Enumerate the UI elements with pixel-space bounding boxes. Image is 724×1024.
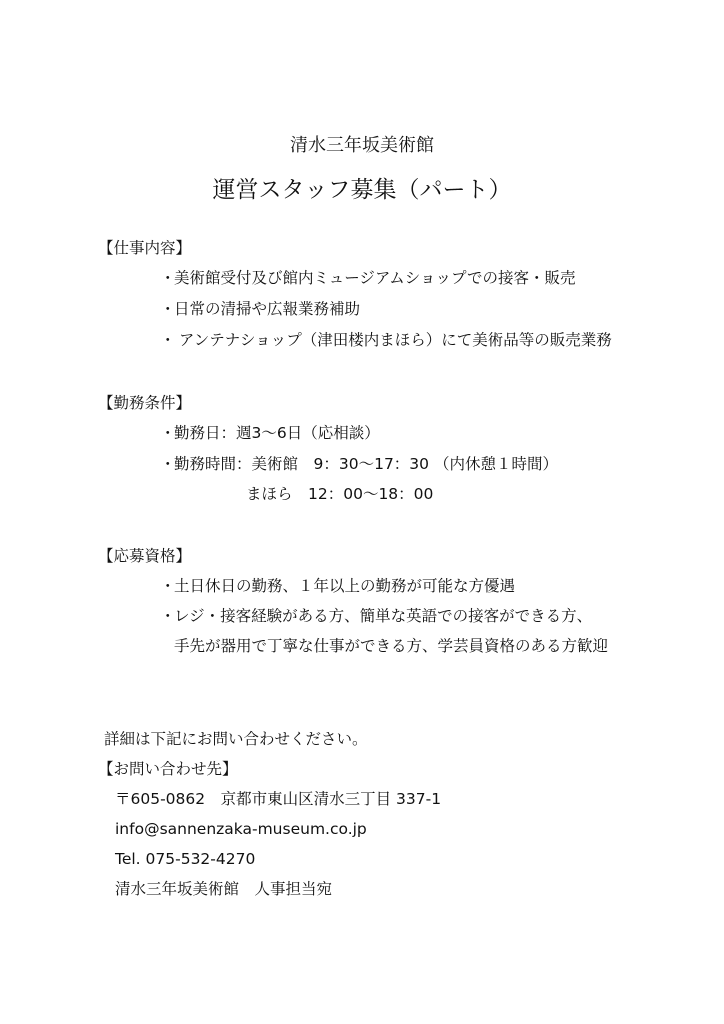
list-item-text: アンテナショップ（津田楼内まほら）にて美術品等の販売業務 [174, 331, 612, 349]
contact-email: info@sannenzaka-museum.co.jp [115, 820, 367, 838]
bullet-mark: ・ [160, 607, 176, 625]
list-item [160, 330, 612, 350]
museum-name: 清水三年坂美術館 [290, 135, 434, 156]
list-item-text: 美術館受付及び館内ミュージアムショップでの接客・販売 [174, 269, 576, 287]
bullet-mark: ・ [160, 269, 176, 287]
list-item-text: レジ・接客経験がある方、簡単な英語での接客ができる方、 [174, 607, 593, 625]
list-item [160, 606, 592, 626]
working-hours-mahora: まほら 12：00～18：00 [246, 485, 434, 503]
contact-phone: Tel. 075-532-4270 [115, 850, 256, 868]
section-heading-job: 【仕事内容】 [98, 239, 192, 257]
contact-intro: 詳細は下記にお問い合わせください。 [104, 730, 368, 748]
list-item-text: 勤務日：週3～6日（応相談） [174, 424, 380, 442]
section-heading-contact: 【お問い合わせ先】 [98, 760, 238, 778]
list-item [160, 576, 515, 596]
list-item-continuation: 手先が器用で丁寧な仕事ができる方、学芸員資格のある方歓迎 [174, 637, 609, 655]
section-heading-qualifications: 【応募資格】 [98, 547, 192, 565]
list-item-text: 日常の清掃や広報業務補助 [174, 300, 361, 318]
contact-recipient: 清水三年坂美術館 人事担当宛 [115, 880, 333, 898]
list-item [160, 299, 360, 319]
list-item [160, 423, 380, 443]
bullet-mark: ・ [160, 424, 176, 442]
list-item [160, 454, 558, 474]
list-item [160, 268, 575, 288]
bullet-mark: ・ [160, 300, 176, 318]
bullet-mark: ・ [160, 331, 176, 349]
bullet-mark: ・ [160, 577, 176, 595]
list-item-text: 土日休日の勤務、１年以上の勤務が可能な方優遇 [174, 577, 516, 595]
contact-address: 〒605-0862 京都市東山区清水三丁目 337-1 [115, 790, 442, 808]
list-item-text: 勤務時間：美術館 9：30～17：30 （内休憩１時間） [174, 455, 558, 473]
bullet-mark: ・ [160, 455, 176, 473]
section-heading-conditions: 【勤務条件】 [98, 394, 192, 412]
page-title: 運営スタッフ募集（パート） [212, 177, 512, 203]
